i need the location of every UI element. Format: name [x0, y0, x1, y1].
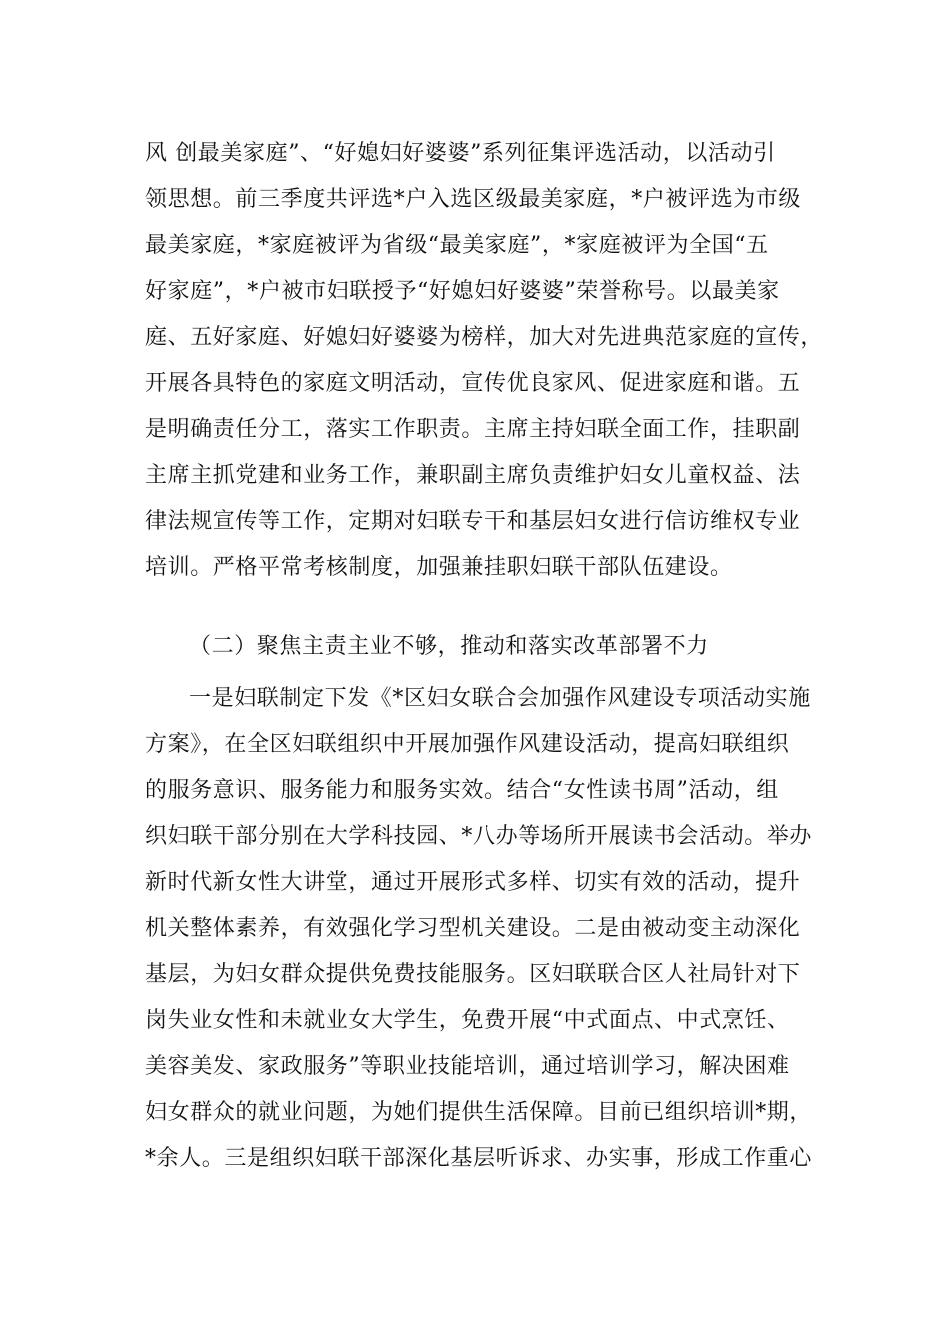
paragraph-line: 开展各具特色的家庭文明活动，宣传优良家风、促进家庭和谐。五	[145, 371, 801, 396]
paragraph-line: 庭、五好家庭、好媳妇好婆婆为榜样，加大对先进典范家庭的宣传，	[145, 325, 824, 350]
paragraph-line: 是明确责任分工，落实工作职责。主席主持妇联全面工作，挂职副	[145, 417, 801, 442]
paragraph-line: 风 创最美家庭”、“好媳妇好婆婆”系列征集评选活动，以活动引	[145, 141, 776, 166]
paragraph-line: 培训。严格平常考核制度，加强兼挂职妇联干部队伍建设。	[145, 555, 733, 580]
paragraph-line: 领思想。前三季度共评选*户入选区级最美家庭，*户被评选为市级	[145, 187, 802, 212]
section-heading: （二）聚焦主责主业不够，推动和落实改革部署不力	[189, 634, 709, 659]
paragraph-line: 妇女群众的就业问题，为她们提供生活保障。目前已组织培训*期，	[145, 1100, 813, 1125]
paragraph-line: 机关整体素养，有效强化学习型机关建设。二是由被动变主动深化	[145, 916, 801, 941]
paragraph-line: 基层，为妇女群众提供免费技能服务。区妇联联合区人社局针对下	[145, 962, 801, 987]
paragraph-line: 岗失业女性和未就业女大学生，免费开展“中式面点、中式烹饪、	[145, 1008, 790, 1033]
paragraph-line: 主席主抓党建和业务工作，兼职副主席负责维护妇女儿童权益、法	[145, 463, 801, 488]
paragraph-line: 一是妇联制定下发《*区妇女联合会加强作风建设专项活动实施	[189, 686, 811, 711]
paragraph-line: 方案》，在全区妇联组织中开展加强作风建设活动，提高妇联组织	[145, 732, 790, 757]
paragraph-line: 好家庭”，*户被市妇联授予“好媳妇好婆婆”荣誉称号。以最美家	[145, 279, 780, 304]
paragraph-line: *余人。三是组织妇联干部深化基层听诉求、办实事，形成工作重心	[145, 1146, 813, 1171]
paragraph-line: 的服务意识、服务能力和服务实效。结合“女性读书周”活动，组	[145, 778, 779, 803]
paragraph-line: 美容美发、家政服务”等职业技能培训，通过培训学习，解决困难	[145, 1054, 790, 1079]
paragraph-line: 律法规宣传等工作，定期对妇联专干和基层妇女进行信访维权专业	[145, 509, 801, 534]
paragraph-line: 最美家庭，*家庭被评为省级“最美家庭”，*家庭被评为全国“五	[145, 233, 769, 258]
paragraph-line: 新时代新女性大讲堂，通过开展形式多样、切实有效的活动，提升	[145, 870, 801, 895]
paragraph-line: 织妇联干部分别在大学科技园、*八办等场所开展读书会活动。举办	[145, 824, 813, 849]
